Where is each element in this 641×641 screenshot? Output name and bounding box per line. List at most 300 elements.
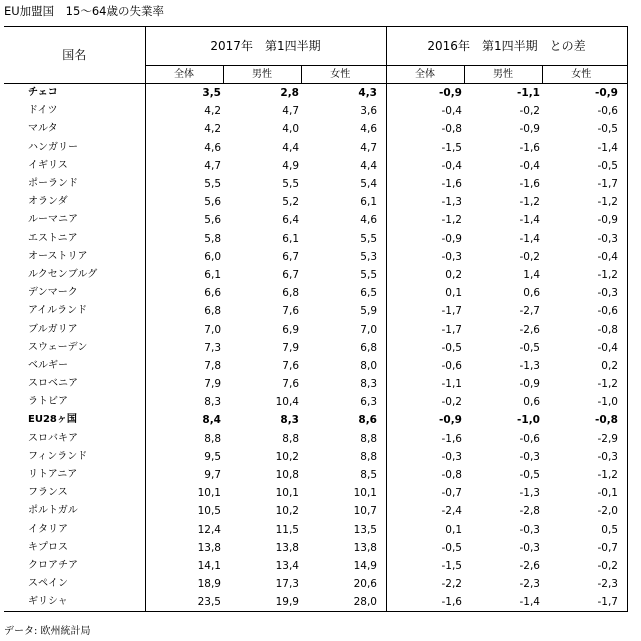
country-name-cell: イギリス [4,157,145,175]
group-header-diff: 2016年 第1四半期 との差 [386,27,627,66]
column-spacer [379,102,386,120]
subheader-total-2017: 全体 [145,66,223,84]
column-spacer [379,521,386,539]
value-cell-female-2017: 8,5 [360,469,377,482]
value-cell-female-2017: 4,6 [360,123,377,136]
table-row [4,139,627,157]
value-cell-female-2017: 13,8 [353,541,377,554]
value-cell-female-diff: -0,5 [597,159,618,172]
value-cell-female-diff: -0,4 [597,250,618,263]
column-spacer [620,120,627,138]
value-cell-female-diff: -1,2 [597,268,618,281]
country-name-cell: ルクセンブルグ [4,266,145,284]
value-cell-male-2017: 10,1 [275,487,299,500]
subheader-male-2017: 男性 [223,66,301,84]
country-name-cell: アイルランド [4,302,145,320]
country-name-cell: ブルガリア [4,320,145,338]
subheader-female-2017: 女性 [301,66,379,84]
value-cell-total-diff: -0,6 [441,359,462,372]
value-cell-total-diff: -0,4 [441,105,462,118]
value-cell-female-diff: -1,2 [597,196,618,209]
table-row [4,484,627,502]
value-cell-female-2017: 14,9 [353,559,377,572]
column-spacer [379,339,386,357]
column-spacer [379,248,386,266]
column-spacer [620,102,627,120]
value-cell-male-diff: -1,0 [517,414,540,427]
value-cell-male-diff: -0,4 [519,159,540,172]
value-cell-male-diff: -1,6 [519,178,540,191]
value-cell-total-2017: 8,8 [204,432,221,445]
value-cell-male-2017: 6,9 [282,323,299,336]
table-row [4,284,627,302]
column-spacer [620,393,627,411]
value-cell-male-2017: 10,2 [275,505,299,518]
value-cell-total-2017: 5,5 [204,178,221,191]
value-cell-male-2017: 5,5 [282,178,299,191]
column-spacer [379,557,386,575]
column-spacer [379,448,386,466]
value-cell-total-2017: 23,5 [145,593,223,612]
country-name-cell: ハンガリー [4,139,145,157]
column-spacer [379,266,386,284]
value-cell-female-diff: -1,2 [597,469,618,482]
column-spacer [620,157,627,175]
table-row [4,357,627,375]
table-row [4,248,627,266]
column-spacer [620,521,627,539]
country-name-cell: リトアニア [4,466,145,484]
value-cell-total-2017: 7,8 [204,359,221,372]
country-name-cell: キプロス [4,539,145,557]
column-spacer [379,193,386,211]
value-cell-female-2017: 10,7 [353,505,377,518]
column-spacer [620,266,627,284]
value-cell-male-diff: -2,8 [519,505,540,518]
value-cell-female-diff: -0,4 [597,341,618,354]
value-cell-total-diff: -1,6 [386,593,464,612]
column-spacer [379,357,386,375]
value-cell-female-diff: -0,3 [597,232,618,245]
value-cell-total-2017: 12,4 [197,523,221,536]
value-cell-female-diff: -2,3 [597,578,618,591]
value-cell-total-diff: -0,8 [441,469,462,482]
value-cell-total-2017: 8,3 [204,396,221,409]
unemployment-table [4,26,628,612]
value-cell-total-2017: 13,8 [197,541,221,554]
column-spacer [620,466,627,484]
value-cell-female-2017: 7,0 [360,323,377,336]
column-spacer [620,593,627,612]
value-cell-male-2017: 10,2 [275,450,299,463]
value-cell-female-2017: 6,8 [360,341,377,354]
column-spacer [620,575,627,593]
value-cell-male-2017: 17,3 [275,578,299,591]
value-cell-male-diff: -0,2 [519,105,540,118]
value-cell-female-2017: 6,5 [360,287,377,300]
value-cell-female-2017: 4,6 [360,214,377,227]
value-cell-total-diff: 0,1 [445,523,462,536]
value-cell-total-2017: 7,9 [204,378,221,391]
value-cell-total-2017: 6,6 [204,287,221,300]
value-cell-male-diff: -0,9 [519,123,540,136]
column-spacer [379,211,386,229]
column-spacer [379,430,386,448]
value-cell-female-diff: -0,9 [597,214,618,227]
value-cell-female-2017: 10,1 [353,487,377,500]
value-cell-female-diff: -1,2 [597,378,618,391]
value-cell-male-diff: -1,1 [517,87,540,100]
value-cell-male-2017: 5,2 [282,196,299,209]
value-cell-male-diff: -0,3 [519,541,540,554]
value-cell-total-diff: 0,2 [445,268,462,281]
table-row [4,320,627,338]
column-spacer [620,284,627,302]
value-cell-female-2017: 5,3 [360,250,377,263]
column-spacer [379,484,386,502]
column-spacer [620,230,627,248]
value-cell-male-2017: 13,8 [275,541,299,554]
value-cell-male-2017: 6,8 [282,287,299,300]
value-cell-total-diff: -1,6 [441,432,462,445]
value-cell-male-diff: -0,3 [519,450,540,463]
country-name-cell: ルーマニア [4,211,145,229]
value-cell-total-2017: 9,5 [204,450,221,463]
value-cell-male-2017: 6,1 [282,232,299,245]
value-cell-total-2017: 6,0 [204,250,221,263]
value-cell-female-diff: -0,8 [595,414,618,427]
column-spacer [620,175,627,193]
value-cell-female-diff: -0,9 [595,87,618,100]
value-cell-total-2017: 4,2 [204,123,221,136]
value-cell-female-diff: -1,4 [597,141,618,154]
value-cell-total-diff: -1,7 [441,323,462,336]
country-name-cell: オーストリア [4,248,145,266]
value-cell-female-2017: 5,5 [360,232,377,245]
value-cell-total-diff: -1,6 [441,178,462,191]
column-spacer [620,211,627,229]
value-cell-total-2017: 5,6 [204,214,221,227]
source-note: データ: 欧州統計局 [4,626,91,637]
value-cell-total-diff: -0,8 [441,123,462,136]
value-cell-male-diff: -0,5 [519,469,540,482]
value-cell-total-2017: 18,9 [197,578,221,591]
table-row [4,375,627,393]
value-cell-total-diff: -0,5 [441,341,462,354]
value-cell-female-2017: 8,6 [358,414,377,427]
value-cell-female-2017: 28,0 [301,593,379,612]
value-cell-female-2017: 8,8 [360,450,377,463]
column-spacer [379,393,386,411]
value-cell-female-2017: 4,3 [358,87,377,100]
value-cell-female-2017: 20,6 [353,578,377,591]
column-spacer [379,320,386,338]
table-row [4,411,627,429]
table-row [4,466,627,484]
value-cell-male-2017: 4,0 [282,123,299,136]
country-column-header: 国名 [4,27,145,84]
value-cell-male-2017: 19,9 [223,593,301,612]
value-cell-total-diff: -0,9 [439,414,462,427]
value-cell-male-diff: 0,6 [523,396,540,409]
value-cell-total-2017: 4,2 [204,105,221,118]
value-cell-female-diff: -0,3 [597,287,618,300]
value-cell-total-2017: 6,8 [204,305,221,318]
value-cell-total-2017: 6,1 [204,268,221,281]
column-spacer [620,248,627,266]
column-spacer [379,593,386,612]
table-row [4,193,627,211]
table-row [4,102,627,120]
column-spacer [379,120,386,138]
value-cell-total-2017: 3,5 [202,87,221,100]
table-row [4,557,627,575]
value-cell-male-2017: 7,6 [282,378,299,391]
value-cell-female-diff: -0,2 [597,559,618,572]
value-cell-male-diff: -2,6 [519,323,540,336]
value-cell-total-diff: -1,5 [441,141,462,154]
value-cell-total-diff: -1,1 [441,378,462,391]
value-cell-male-2017: 4,9 [282,159,299,172]
value-cell-male-2017: 8,3 [280,414,299,427]
value-cell-total-2017: 9,7 [204,469,221,482]
value-cell-female-diff: -1,7 [597,178,618,191]
value-cell-female-diff: -1,0 [597,396,618,409]
column-spacer [620,448,627,466]
column-spacer [620,302,627,320]
table-row [4,502,627,520]
value-cell-total-diff: -1,5 [441,559,462,572]
value-cell-total-diff: -2,4 [441,505,462,518]
value-cell-total-2017: 7,3 [204,341,221,354]
table-title: EU加盟国 15〜64歳の失業率 [4,4,164,18]
value-cell-male-diff: -1,2 [519,196,540,209]
value-cell-total-diff: -0,2 [441,396,462,409]
value-cell-male-diff: -1,3 [519,359,540,372]
country-name-cell: EU28ヶ国 [4,411,145,429]
table-row [4,393,627,411]
group-header-2017: 2017年 第1四半期 [145,27,386,66]
value-cell-total-diff: -0,4 [441,159,462,172]
table-row [4,521,627,539]
value-cell-total-diff: -0,3 [441,450,462,463]
table-row [4,302,627,320]
value-cell-total-diff: -0,9 [441,232,462,245]
value-cell-total-diff: -0,3 [441,250,462,263]
column-spacer [620,320,627,338]
subheader-female-diff: 女性 [542,66,620,84]
column-spacer [379,302,386,320]
value-cell-male-diff: -1,4 [519,232,540,245]
value-cell-male-2017: 4,7 [282,105,299,118]
country-name-cell: ポーランド [4,175,145,193]
value-cell-female-2017: 4,4 [360,159,377,172]
column-spacer [379,502,386,520]
country-name-cell: ラトビア [4,393,145,411]
column-spacer [620,357,627,375]
value-cell-male-diff: -1,4 [519,214,540,227]
value-cell-male-2017: 6,7 [282,250,299,263]
value-cell-male-2017: 6,4 [282,214,299,227]
value-cell-male-diff: -0,3 [519,523,540,536]
column-spacer [620,502,627,520]
value-cell-male-2017: 11,5 [275,523,299,536]
column-spacer [620,557,627,575]
country-name-cell: フィンランド [4,448,145,466]
column-spacer [620,339,627,357]
country-name-cell: スロベニア [4,375,145,393]
value-cell-male-diff: -0,2 [519,250,540,263]
value-cell-total-diff: -1,2 [441,214,462,227]
value-cell-male-2017: 4,4 [282,141,299,154]
country-name-cell: ギリシャ [4,593,145,612]
column-spacer [620,430,627,448]
table-row [4,230,627,248]
country-name-cell: スペイン [4,575,145,593]
value-cell-male-2017: 10,8 [275,469,299,482]
value-cell-male-diff: -0,9 [519,378,540,391]
country-name-cell: ドイツ [4,102,145,120]
column-spacer [379,575,386,593]
value-cell-female-2017: 6,1 [360,196,377,209]
value-cell-total-diff: -0,9 [439,87,462,100]
column-spacer [379,157,386,175]
value-cell-female-2017: 4,7 [360,141,377,154]
value-cell-total-diff: -1,7 [441,305,462,318]
value-cell-male-diff: -2,3 [519,578,540,591]
value-cell-male-diff: -1,6 [519,141,540,154]
value-cell-female-diff: -0,1 [597,487,618,500]
column-spacer [379,539,386,557]
column-spacer [379,84,386,103]
value-cell-male-diff: -0,6 [519,432,540,445]
country-name-cell: スロバキア [4,430,145,448]
value-cell-total-2017: 14,1 [197,559,221,572]
value-cell-female-2017: 8,8 [360,432,377,445]
country-name-cell: イタリア [4,521,145,539]
table-row [4,575,627,593]
column-spacer [620,539,627,557]
value-cell-male-diff: -1,3 [519,487,540,500]
value-cell-female-diff: -2,9 [597,432,618,445]
value-cell-female-2017: 5,4 [360,178,377,191]
value-cell-male-diff: -2,6 [519,559,540,572]
value-cell-female-diff: 0,5 [601,523,618,536]
value-cell-female-2017: 8,3 [360,378,377,391]
value-cell-male-diff: -2,7 [519,305,540,318]
value-cell-male-diff: -0,5 [519,341,540,354]
value-cell-total-2017: 7,0 [204,323,221,336]
table-row [4,339,627,357]
column-spacer [620,139,627,157]
column-spacer [620,484,627,502]
country-name-cell: チェコ [4,84,145,103]
value-cell-male-2017: 8,8 [282,432,299,445]
value-cell-female-2017: 8,0 [360,359,377,372]
column-spacer [379,175,386,193]
country-name-cell: ベルギー [4,357,145,375]
table-row [4,266,627,284]
value-cell-female-diff: -0,6 [597,305,618,318]
table-row [4,120,627,138]
value-cell-male-2017: 7,9 [282,341,299,354]
column-spacer [379,230,386,248]
value-cell-male-2017: 7,6 [282,359,299,372]
country-name-cell: スウェーデン [4,339,145,357]
country-name-cell: マルタ [4,120,145,138]
value-cell-total-2017: 10,1 [197,487,221,500]
value-cell-total-2017: 5,6 [204,196,221,209]
value-cell-male-2017: 13,4 [275,559,299,572]
column-spacer [620,411,627,429]
table-row [4,430,627,448]
table-row [4,157,627,175]
value-cell-female-diff: -0,7 [597,541,618,554]
table-row [4,593,627,612]
country-name-cell: ポルトガル [4,502,145,520]
column-spacer [379,375,386,393]
subheader-total-diff: 全体 [386,66,464,84]
subheader-male-diff: 男性 [464,66,542,84]
value-cell-female-2017: 13,5 [353,523,377,536]
value-cell-total-2017: 4,7 [204,159,221,172]
value-cell-male-diff: 1,4 [523,268,540,281]
table-row [4,448,627,466]
country-name-cell: エストニア [4,230,145,248]
value-cell-female-2017: 6,3 [360,396,377,409]
value-cell-total-2017: 8,4 [202,414,221,427]
value-cell-total-diff: -0,7 [441,487,462,500]
unemployment-table-container [4,26,628,612]
value-cell-total-diff: -2,2 [441,578,462,591]
table-body [4,84,627,612]
value-cell-total-diff: -1,3 [441,196,462,209]
column-spacer [379,411,386,429]
value-cell-female-diff: -0,6 [597,105,618,118]
table-row [4,539,627,557]
value-cell-female-diff: -2,0 [597,505,618,518]
value-cell-female-2017: 5,5 [360,268,377,281]
value-cell-total-2017: 10,5 [197,505,221,518]
value-cell-male-diff: -1,4 [464,593,542,612]
value-cell-female-diff: 0,2 [601,359,618,372]
value-cell-male-2017: 10,4 [275,396,299,409]
column-spacer [620,84,627,103]
column-spacer [379,284,386,302]
value-cell-total-diff: 0,1 [445,287,462,300]
column-spacer [379,466,386,484]
column-spacer [620,375,627,393]
table-row [4,175,627,193]
value-cell-female-2017: 5,9 [360,305,377,318]
value-cell-female-diff: -0,5 [597,123,618,136]
value-cell-male-2017: 6,7 [282,268,299,281]
country-name-cell: デンマーク [4,284,145,302]
value-cell-male-2017: 2,8 [280,87,299,100]
value-cell-male-2017: 7,6 [282,305,299,318]
value-cell-female-diff: -0,3 [597,450,618,463]
column-spacer [379,139,386,157]
value-cell-female-2017: 3,6 [360,105,377,118]
value-cell-female-diff: -1,7 [542,593,620,612]
country-name-cell: クロアチア [4,557,145,575]
value-cell-total-diff: -0,5 [441,541,462,554]
table-row [4,84,627,103]
value-cell-total-2017: 4,6 [204,141,221,154]
column-spacer [620,193,627,211]
value-cell-male-diff: 0,6 [523,287,540,300]
value-cell-total-2017: 5,8 [204,232,221,245]
